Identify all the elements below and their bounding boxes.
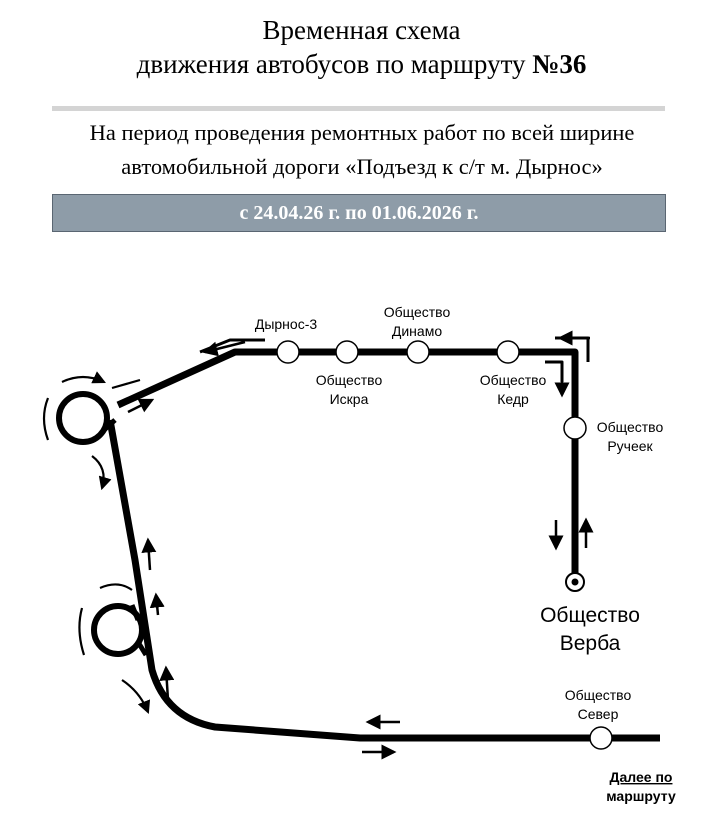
roundabout-upper	[59, 394, 107, 442]
label-kedr-2: Кедр	[497, 391, 529, 407]
rb-lower-arrow-w	[79, 608, 84, 655]
stop-dyrnos3	[277, 341, 299, 363]
route-number: №36	[532, 49, 587, 79]
period-banner: с 24.04.26 г. по 01.06.2026 г.	[52, 194, 666, 232]
rb-upper-arrow-s	[92, 456, 104, 488]
rb-lower-arrow-s	[122, 680, 148, 712]
label-sever-1: Общество	[564, 687, 632, 703]
stop-dinamo	[407, 341, 429, 363]
rb-upper-ray	[112, 380, 140, 388]
label-rucheek-1: Общество	[596, 419, 664, 435]
arrow-left-north-2	[156, 595, 158, 615]
road-corner-lane-2	[545, 362, 562, 382]
route-caption: движения автобусов по маршруту	[136, 49, 533, 79]
stop-sever	[590, 727, 612, 749]
label-verba-1: Общество	[540, 604, 640, 627]
map-title-line1: Временная схема	[262, 15, 461, 45]
rb-lower-arrow-n	[100, 584, 132, 590]
stop-kedr	[497, 341, 519, 363]
label-sever-2: Север	[577, 706, 619, 722]
stops	[277, 341, 612, 749]
label-iskra-2: Искра	[329, 391, 369, 407]
subtitle-line2: автомобильной дороги «Подъезд к с/т м. Дырнос»	[121, 154, 603, 179]
continue-label-1: Далее по	[609, 769, 673, 785]
label-kedr-1: Общество	[479, 372, 547, 388]
label-iskra-1: Общество	[315, 372, 383, 388]
label-dyrnos3: Дырнос-3	[254, 316, 318, 332]
subtitle-line1: На период проведения ремонтных работ по всей ширине	[89, 120, 635, 145]
label-dinamo-1: Общество	[383, 304, 451, 320]
rb-upper-arrow-w	[44, 398, 48, 440]
arrow-left-north-1	[148, 540, 150, 570]
label-rucheek-2: Ручеек	[607, 438, 653, 454]
label-verba-2: Верба	[559, 632, 621, 655]
rb-upper-arrow-n	[62, 377, 104, 382]
stop-iskra	[336, 341, 358, 363]
label-dinamo-2: Динамо	[391, 323, 443, 339]
stop-verba-center	[572, 579, 579, 586]
continue-label-2: маршруту	[606, 788, 676, 804]
stop-rucheek	[564, 417, 586, 439]
